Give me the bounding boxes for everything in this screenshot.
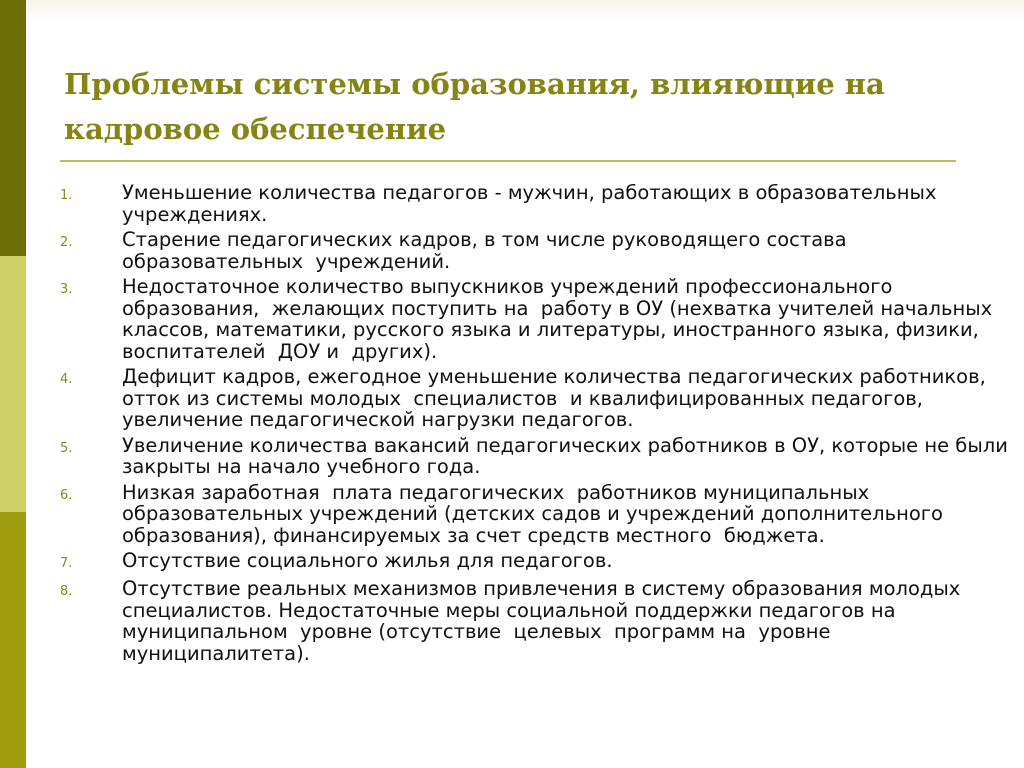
side-bar-light xyxy=(0,256,26,512)
list-item-text: Увеличение количества вакансий педагогических работников в ОУ, которые не были закрыты на начало учебного года. xyxy=(122,433,1015,478)
list-item xyxy=(60,366,1010,431)
list-item-text: Низкая заработная плата педагогических работников муниципальных образовательных учреждений (детских садов и учреждений дополнительного образования), финансируемых за счет средств местного бюджета. xyxy=(122,480,950,547)
list-item-number: 8. xyxy=(60,584,73,599)
list-item-number: 1. xyxy=(60,188,73,203)
list-item-text: Отсутствие социального жилья для педагогов. xyxy=(122,549,613,572)
slide-title: Проблемы системы образования, влияющие на кадровое обеспечение xyxy=(64,67,885,146)
list-item xyxy=(60,182,1010,225)
list-item-number: 6. xyxy=(60,487,73,503)
list-item xyxy=(60,229,1010,272)
problems-list xyxy=(60,181,1015,668)
list-item-text: Дефицит кадров, ежегодное уменьшение количества педагогических работников, отток из системы молодых специалистов и квалифицированных педагогов, увеличение педагогической нагрузки педагогов. xyxy=(122,365,992,431)
list-item-number: 5. xyxy=(60,440,73,456)
list-item-number: 3. xyxy=(60,282,73,297)
list-item xyxy=(60,550,1010,574)
top-strip xyxy=(26,0,1024,22)
list-item xyxy=(60,578,1010,664)
side-bar-mid xyxy=(0,512,26,768)
list-item-text: Уменьшение количества педагогов - мужчин, работающих в образовательных учреждениях. xyxy=(122,181,949,226)
list-item xyxy=(60,276,1010,362)
list-item-number: 2. xyxy=(60,235,73,250)
list-item xyxy=(60,433,1015,478)
list-item xyxy=(60,482,1010,547)
title-underline xyxy=(60,160,956,162)
list-item-text: Недостаточное количество выпускников учреждений профессионального образования, желающих поступить на работу в ОУ (нехватка учителей начальных классов, математики, русского языка и литературы, иностранного языка, физики, воспитателей ДОУ и других). xyxy=(122,275,999,363)
list-item-number: 7. xyxy=(60,556,73,571)
list-item-text: Отсутствие реальных механизмов привлечения в систему образования молодых специалистов. Недостаточные меры социальной поддержки педагогов на муниципальном уровне (отсутствие целевых программ на уровне муниципалитета). xyxy=(122,577,967,665)
side-bar-dark xyxy=(0,0,26,256)
list-item-number: 4. xyxy=(60,372,73,387)
list-item-text: Старение педагогических кадров, в том числе руководящего состава образовательных учреждений. xyxy=(122,228,853,273)
